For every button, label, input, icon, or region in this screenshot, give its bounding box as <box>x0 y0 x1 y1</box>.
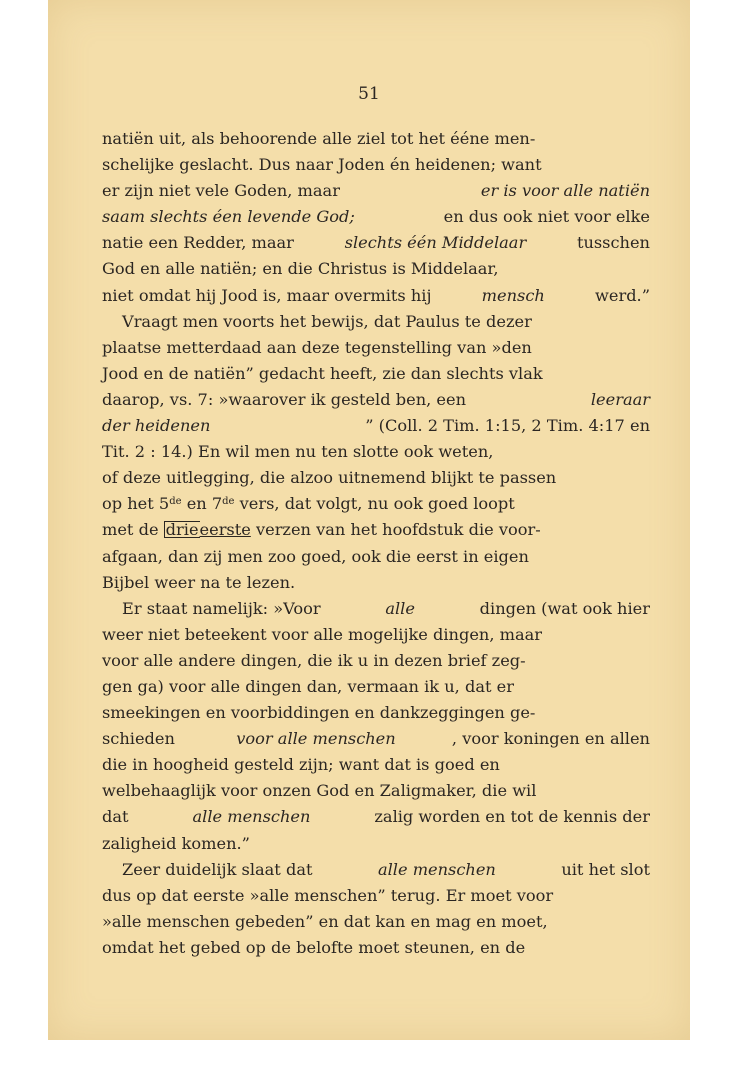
text-line: natie een Redder, maar slechts één Middelaar tusschen <box>102 230 650 256</box>
text-line: voor alle andere dingen, die ik u in dezen brief zeg- <box>102 650 526 670</box>
italic-emphasis: er is voor alle natiën <box>480 181 650 201</box>
text-line: met de drieeerste verzen van het hoofdstuk die voor- <box>102 520 541 540</box>
text-line: smeekingen en voorbiddingen en dankzeggingen ge- <box>102 703 536 723</box>
superscript: de <box>222 496 235 508</box>
paragraph-start-line: Zeer duidelijk slaat dat alle menschen uit het slot <box>102 857 650 883</box>
text-line: »alle menschen gebeden” en dat kan en mag en moet, <box>102 911 548 931</box>
book-page <box>48 0 690 1040</box>
text-line: saam slechts éen levende God; en dus ook niet voor elke <box>102 204 650 230</box>
text-line: er zijn niet vele Goden, maar er is voor alle natiën <box>102 178 650 204</box>
boxed-word-correction: drie <box>165 520 199 540</box>
text-line: of deze uitlegging, die alzoo uitnemend blijkt te passen <box>102 468 557 488</box>
text-line: Jood en de natiën” gedacht heeft, zie dan slechts vlak <box>102 363 543 383</box>
text-line: zaligheid komen.” <box>102 833 250 853</box>
underlined-word: eerste <box>199 520 251 540</box>
italic-emphasis: alle menschen <box>377 859 496 879</box>
italic-emphasis: der heidenen <box>102 416 211 436</box>
text-line: daarop, vs. 7: »waarover ik gesteld ben, een leeraar <box>102 387 650 413</box>
text-line: Tit. 2 : 14.) En wil men nu ten slotte ook weten, <box>102 442 494 462</box>
text-line: weer niet beteekent voor alle mogelijke dingen, maar <box>102 624 543 644</box>
text-line: niet omdat hij Jood is, maar overmits hij mensch werd.” <box>102 283 650 309</box>
text-line: afgaan, dan zij men zoo goed, ook die eerst in eigen <box>102 546 529 566</box>
text-line: gen ga) voor alle dingen dan, vermaan ik u, dat er <box>102 676 514 696</box>
italic-emphasis: voor alle menschen <box>236 729 396 749</box>
italic-emphasis: slechts één Middelaar <box>344 233 527 253</box>
italic-emphasis: alle menschen <box>192 807 311 827</box>
text-line: God en alle natiën; en die Christus is Middelaar, <box>102 259 499 279</box>
italic-emphasis: saam slechts éen levende God; <box>102 207 355 227</box>
paragraph-start-line: Er staat namelijk: »Voor alle dingen (wat ook hier <box>102 596 650 622</box>
italic-emphasis: alle <box>385 598 415 618</box>
text-line: schelijke geslacht. Dus naar Joden én heidenen; want <box>102 155 542 175</box>
paragraph-start-line: Vraagt men voorts het bewijs, dat Paulus te dezer <box>122 311 532 331</box>
text-line: plaatse metterdaad aan deze tegenstelling van »den <box>102 337 532 357</box>
italic-emphasis: mensch <box>481 285 545 305</box>
text-line: op het 5de en 7de vers, dat volgt, nu ook goed loopt <box>102 494 515 514</box>
text-line: Bijbel weer na te lezen. <box>102 572 296 592</box>
text-line: omdat het gebed op de belofte moet steunen, en de <box>102 937 526 957</box>
italic-emphasis: leeraar <box>590 389 650 409</box>
page-number: 51 <box>358 84 380 104</box>
text-line: welbehaaglijk voor onzen God en Zaligmaker, die wil <box>102 781 537 801</box>
body-text <box>102 126 650 961</box>
text-line: dus op dat eerste »alle menschen” terug. Er moet voor <box>102 885 554 905</box>
text-line: der heidenen ” (Coll. 2 Tim. 1:15, 2 Tim. 4:17 en <box>102 413 650 439</box>
text-line: dat alle menschen zalig worden en tot de kennis der <box>102 804 650 830</box>
superscript: de <box>169 496 182 508</box>
text-line: die in hoogheid gesteld zijn; want dat is goed en <box>102 755 500 775</box>
text-line: natiën uit, als behoorende alle ziel tot het ééne men- <box>102 129 536 148</box>
text-line: schieden voor alle menschen , voor koningen en allen <box>102 726 650 752</box>
